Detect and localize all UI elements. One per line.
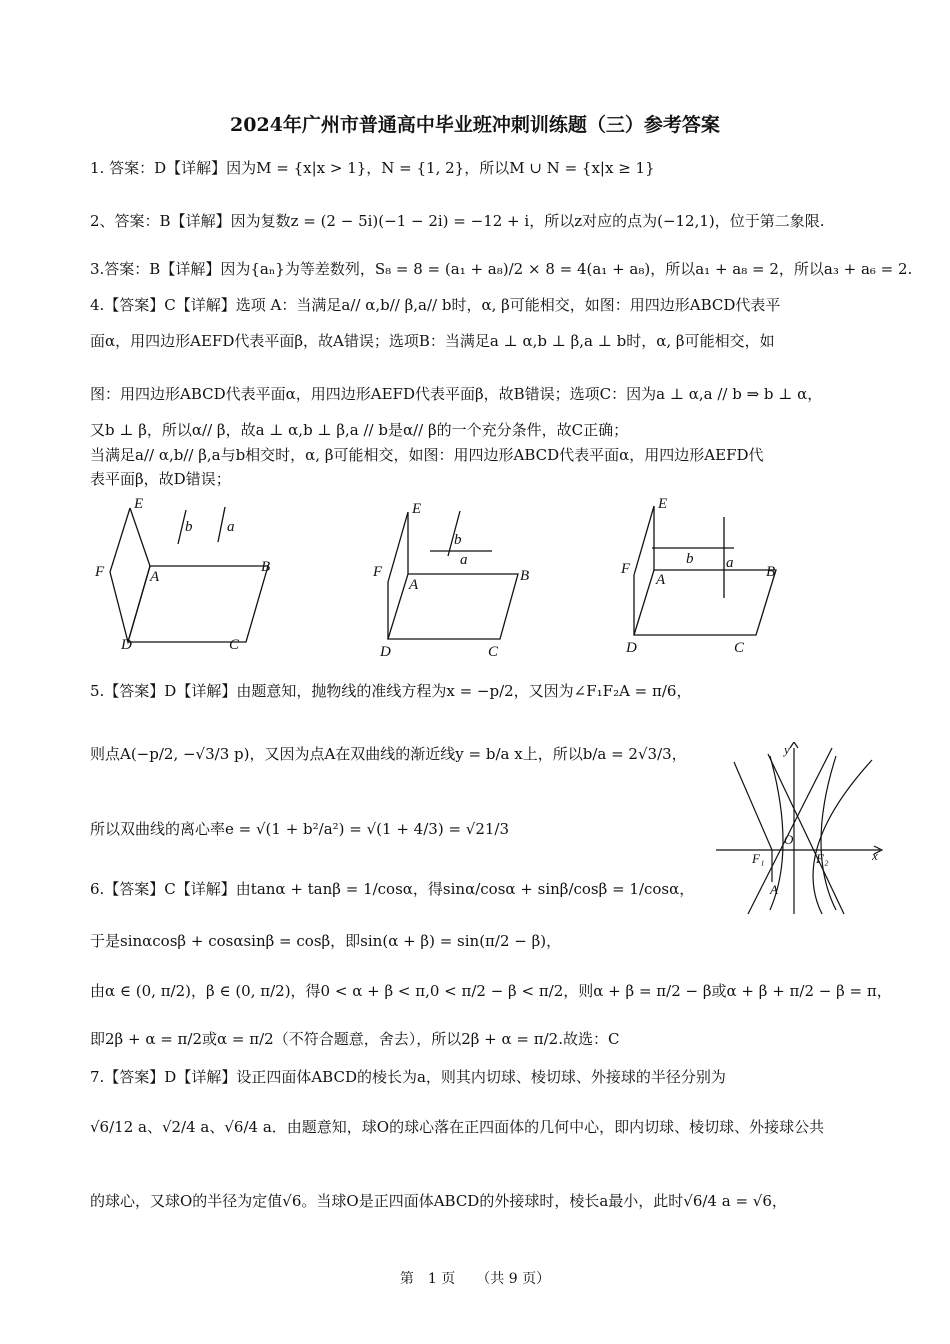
label-A: A <box>150 569 160 585</box>
answer-4-line-6: 表平面β，故D错误； <box>90 470 231 488</box>
answer-6-line-2: 于是sinαcosβ + cosαsinβ = cosβ，即sin(α + β) = sin(π/2 − β)， <box>90 932 562 950</box>
answer-6-line-1: 6.【答案】C【详解】由tanα + tanβ = 1/cosα，得sinα/cosα + sinβ/cosβ = 1/cosα， <box>90 880 695 898</box>
label-a: a <box>460 552 468 568</box>
answer-6-line-4: 即2β + α = π/2或α = π/2（不符合题意，舍去），所以2β + α = π/2.故选：C <box>90 1030 620 1048</box>
answer-6-line-3: 由α ∈ (0, π/2)，β ∈ (0, π/2)，得0 < α + β < π,0 < π/2 − β < π/2，则α + β = π/2 − β或α + β + π/2 − β = π， <box>90 982 892 1000</box>
label-D: D <box>626 640 637 656</box>
label-E: E <box>658 496 668 512</box>
answer-5-line-3: 所以双曲线的离心率e = √(1 + b²/a²) = √(1 + 4/3) = √21/3 <box>90 820 510 838</box>
figure-option-b <box>368 494 568 664</box>
label-F2: F₂ <box>816 851 829 866</box>
label-O: O <box>784 832 794 847</box>
page-footer: 第 1 页 （共 9 页） <box>399 1271 551 1287</box>
label-b: b <box>185 519 193 535</box>
label-D: D <box>380 644 391 660</box>
label-B: B <box>766 564 776 580</box>
label-F1: F₁ <box>752 851 765 866</box>
label-F: F <box>621 561 631 577</box>
answer-4-line-4: 又b ⊥ β，所以α// β，故a ⊥ α,b ⊥ β,a // b是α// β的一个充分条件，故C正确； <box>90 421 629 439</box>
label-B: B <box>261 559 271 575</box>
answer-4-line-1: 4.【答案】C【详解】选项 A：当满足a// α,b// β,a// b时，α, β可能相交，如图：用四边形ABCD代表平 <box>90 296 781 314</box>
answer-7-line-2: √6/12 a、√2/4 a、√6/4 a．由题意知，球O的球心落在正四面体的几何中心，即内切球、棱切球、外接球公共 <box>90 1118 825 1136</box>
answer-7-line-1: 7.【答案】D【详解】设正四面体ABCD的棱长为a，则其内切球、棱切球、外接球的半径分别为 <box>90 1068 726 1086</box>
figure-option-c <box>616 490 816 660</box>
label-E: E <box>412 501 422 517</box>
page-title: 2024年广州市普通高中毕业班冲刺训练题（三）参考答案 <box>230 114 720 136</box>
label-y: y <box>784 742 790 757</box>
answer-1: 1. 答案：D【详解】因为M = {x|x > 1}，N = {1, 2}，所以M ∪ N = {x|x ≥ 1} <box>90 159 655 177</box>
answer-3: 3.答案：B【详解】因为{aₙ}为等差数列，S₈ = 8 = (a₁ + a₈)/2 × 8 = 4(a₁ + a₈)，所以a₁ + a₈ = 2，所以a₃ + a₆ = 2. <box>90 260 913 278</box>
label-a: a <box>726 555 734 571</box>
answer-2: 2、答案：B【详解】因为复数z = (2 − 5i)(−1 − 2i) = −12 + i，所以z对应的点为(−12,1)，位于第二象限. <box>90 212 825 230</box>
label-A: A <box>656 572 666 588</box>
label-b: b <box>454 532 462 548</box>
label-a: a <box>227 519 235 535</box>
label-A: A <box>409 577 419 593</box>
answer-4-line-3: 图：用四边形ABCD代表平面α，用四边形AEFD代表平面β，故B错误；选项C：因为a ⊥ α,a // b ⇒ b ⊥ α， <box>90 385 823 403</box>
label-C: C <box>229 637 240 653</box>
answer-5-line-1: 5.【答案】D【详解】由题意知，抛物线的准线方程为x = −p/2，又因为∠F₁F₂A = π/6， <box>90 682 692 700</box>
answer-5-line-2: 则点A(−p/2, −√3/3 p)，又因为点A在双曲线的渐近线y = b/a x上，所以b/a = 2√3/3， <box>90 745 687 763</box>
figure-option-a <box>88 494 288 659</box>
label-x: x <box>872 848 878 863</box>
label-E: E <box>134 496 144 512</box>
label-F: F <box>95 564 105 580</box>
label-F: F <box>373 564 383 580</box>
answer-4-line-2: 面α，用四边形AEFD代表平面β，故A错误；选项B：当满足a ⊥ α,b ⊥ β,a ⊥ b时，α, β可能相交，如 <box>90 332 775 350</box>
label-D: D <box>121 637 132 653</box>
label-A: A <box>770 882 778 897</box>
answer-7-line-3: 的球心，又球O的半径为定值√6。当球O是正四面体ABCD的外接球时，棱长a最小，此时√6/4 a = √6， <box>90 1192 787 1210</box>
answer-4-line-5: 当满足a// α,b// β,a与b相交时，α, β可能相交，如图：用四边形ABCD代表平面α，用四边形AEFD代 <box>90 446 764 464</box>
label-C: C <box>734 640 745 656</box>
label-b: b <box>686 551 694 567</box>
label-C: C <box>488 644 499 660</box>
label-B: B <box>520 568 530 584</box>
